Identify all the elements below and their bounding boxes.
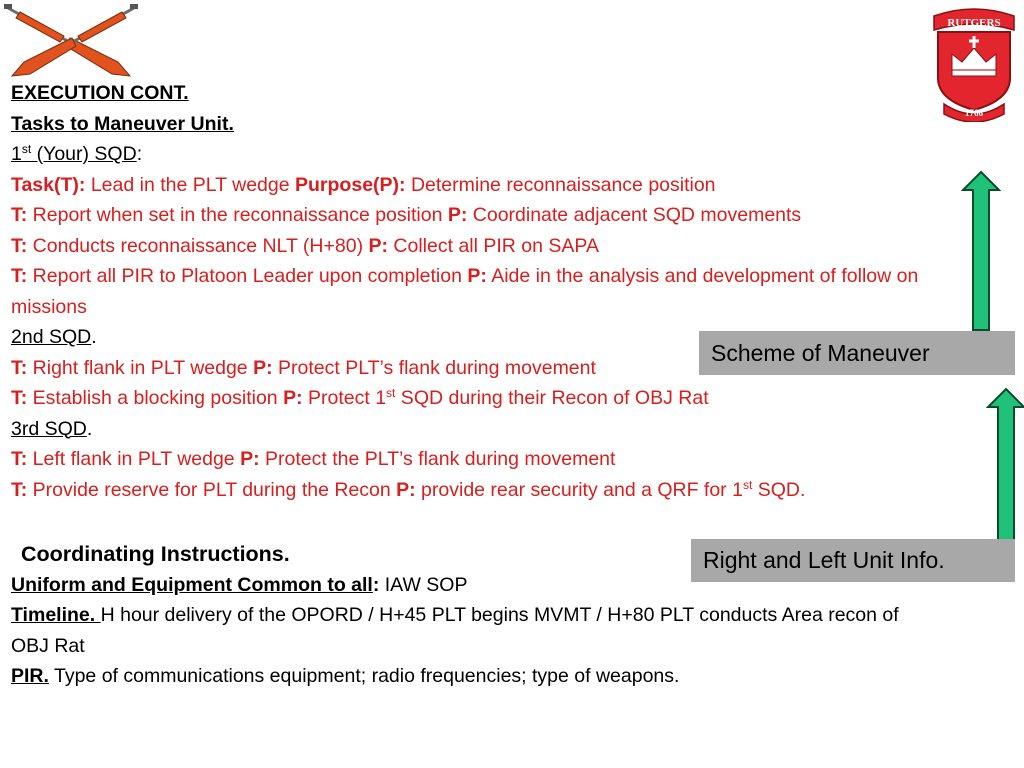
execution-title: EXECUTION CONT. — [11, 82, 189, 104]
sqd1-task-3: T: Conducts reconnaissance NLT (H+80) P: Collect all PIR on SAPA — [11, 234, 599, 257]
crest-top-text: RUTGERS — [947, 17, 1001, 29]
sqd1-task-1: Task(T): Lead in the PLT wedge Purpose(P): Determine reconnaissance position — [11, 173, 716, 196]
sqd2-heading: 2nd SQD. — [11, 326, 97, 348]
pir-line: PIR. Type of communications equipment; radio frequencies; type of weapons. — [11, 665, 680, 687]
sqd3-task-1: T: Left flank in PLT wedge P: Protect the PLT’s flank during movement — [11, 448, 616, 470]
sqd3-heading: 3rd SQD. — [11, 417, 93, 440]
tasks-subtitle: Tasks to Maneuver Unit. — [11, 112, 234, 135]
sqd1-task-2: T: Report when set in the reconnaissance position P: Coordinate adjacent SQD movements — [11, 204, 802, 226]
arrow-up-icon-scheme — [961, 170, 1001, 332]
sqd3-task-2: T: Provide reserve for PLT during the Recon P: provide rear security and a QRF for 1st SQD. — [11, 477, 806, 501]
scheme-of-maneuver-box[interactable]: Scheme of Maneuver — [699, 331, 1015, 375]
unit-info-box[interactable]: Right and Left Unit Info. — [691, 539, 1015, 582]
arrow-up-icon-unit-info — [986, 387, 1024, 543]
timeline-line: Timeline. H hour delivery of the OPORD / H+45 PLT begins MVMT / H+80 PLT conducts Area recon of OBJ Rat — [11, 604, 899, 657]
sqd2-task-2: T: Establish a blocking position P: Protect 1st SQD during their Recon of OBJ Rat — [11, 386, 709, 409]
uniform-line: Uniform and Equipment Common to all: IAW SOP — [11, 573, 468, 596]
sqd1-task-4: T: Report all PIR to Platoon Leader upon completion P: Aide in the analysis and development of follow on missions — [11, 265, 919, 318]
coordinating-heading: Coordinating Instructions. — [21, 542, 290, 566]
crossed-rifles-icon — [0, 0, 142, 80]
sqd2-task-1: T: Right flank in PLT wedge P: Protect PLT’s flank during movement — [11, 356, 596, 379]
execution-content — [11, 78, 951, 692]
crest-year-text: 1766 — [965, 108, 983, 118]
sqd1-heading: 1st (Your) SQD: — [11, 142, 143, 165]
